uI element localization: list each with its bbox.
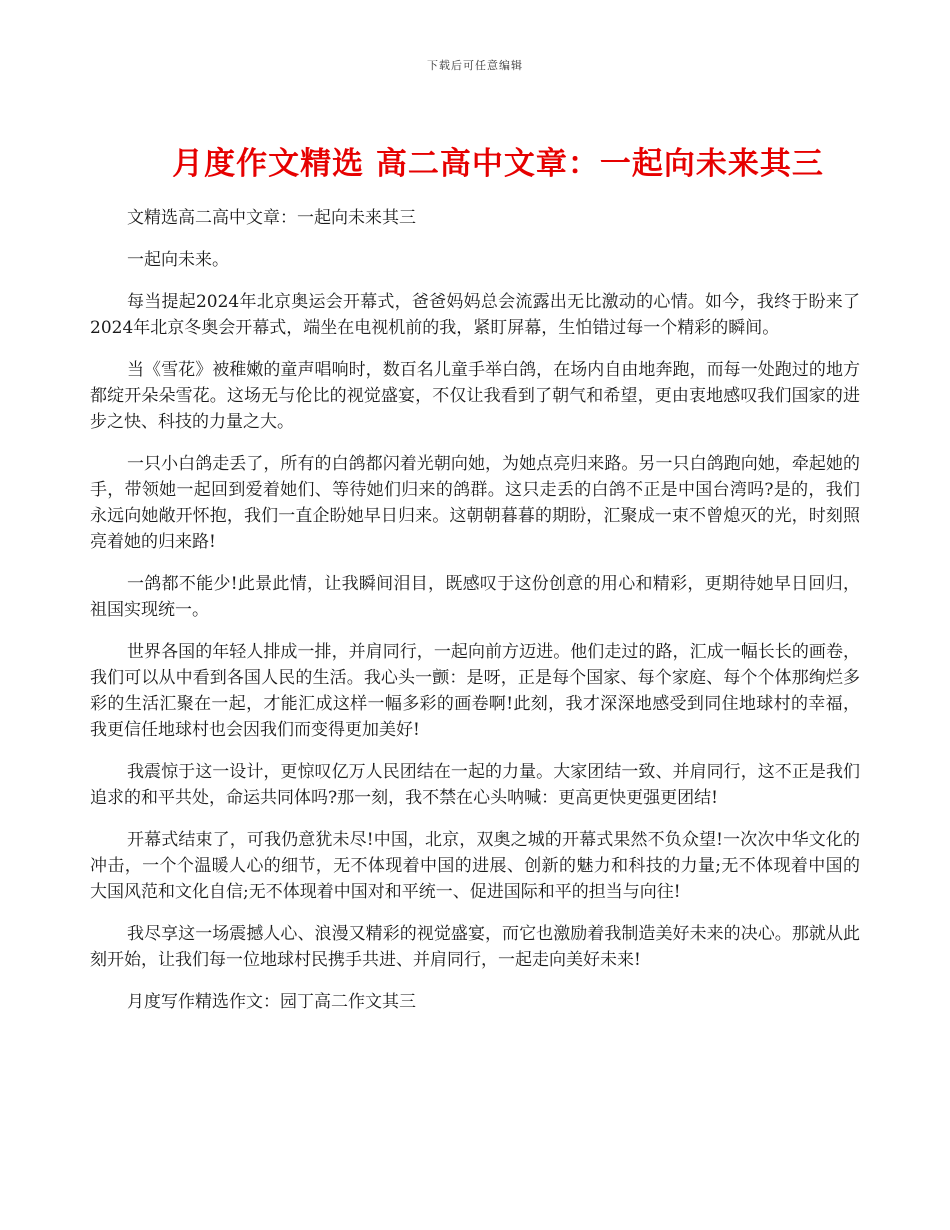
- paragraph: 世界各国的年轻人排成一排，并肩同行，一起向前方迈进。他们走过的路，汇成一幅长长的画卷，我们可以从中看到各国人民的生活。我心头一颤：是呀，正是每个国家、每个家庭、每个个体那绚烂多彩的生活汇聚在一起，才能汇成这样一幅多彩的画卷啊!此刻，我才深深地感受到同住地球村的幸福，我更信任地球村也会因我们而变得更加美好!: [90, 642, 860, 740]
- document-title: 月度作文精选 高二高中文章：一起向未来其三: [172, 146, 824, 182]
- document-body: [90, 205, 860, 1031]
- paragraph-subtitle: 文精选高二高中文章：一起向未来其三: [127, 208, 416, 228]
- paragraph: 一起向未来。: [127, 250, 229, 270]
- paragraph: 每当提起2024年北京奥运会开幕式，爸爸妈妈总会流露出无比激动的心情。如今，我终于盼来了2024年北京冬奥会开幕式，端坐在电视机前的我，紧盯屏幕，生怕错过每一个精彩的瞬间。: [90, 292, 860, 338]
- paragraph: 我震惊于这一设计，更惊叹亿万人民团结在一起的力量。大家团结一致、并肩同行，这不正是我们追求的和平共处，命运共同体吗?那一刻，我不禁在心头呐喊：更高更快更强更团结!: [90, 762, 860, 808]
- paragraph: 开幕式结束了，可我仍意犹未尽!中国，北京，双奥之城的开幕式果然不负众望!一次次中华文化的冲击，一个个温暖人心的细节，无不体现着中国的进展、创新的魅力和科技的力量;无不体现着中国的大国风范和文化自信;无不体现着中国对和平统一、促进国际和平的担当与向往!: [90, 830, 860, 902]
- paragraph-next-article-title: 月度写作精选作文：园丁高二作文其三: [127, 992, 416, 1012]
- paragraph: 一鸽都不能少!此景此情，让我瞬间泪目，既感叹于这份创意的用心和精彩，更期待她早日回归，祖国实现统一。: [90, 574, 860, 620]
- paragraph: 一只小白鸽走丢了，所有的白鸽都闪着光朝向她，为她点亮归来路。另一只白鸽跑向她，牵起她的手，带领她一起回到爱着她们、等待她们归来的鸽群。这只走丢的白鸽不正是中国台湾吗?是的，我们永远向她敞开怀抱，我们一直企盼她早日归来。这朝朝暮暮的期盼，汇聚成一束不曾熄灭的光，时刻照亮着她的归来路!: [90, 454, 860, 552]
- paragraph: 当《雪花》被稚嫩的童声唱响时，数百名儿童手举白鸽，在场内自由地奔跑，而每一处跑过的地方都绽开朵朵雪花。这场无与伦比的视觉盛宴，不仅让我看到了朝气和希望，更由衷地感叹我们国家的进步之快、科技的力量之大。: [90, 360, 860, 432]
- paragraph: 我尽享这一场震撼人心、浪漫又精彩的视觉盛宴，而它也激励着我制造美好未来的决心。那就从此刻开始，让我们每一位地球村民携手共进、并肩同行，一起走向美好未来!: [90, 924, 860, 970]
- header-note: 下载后可任意编辑: [427, 59, 523, 72]
